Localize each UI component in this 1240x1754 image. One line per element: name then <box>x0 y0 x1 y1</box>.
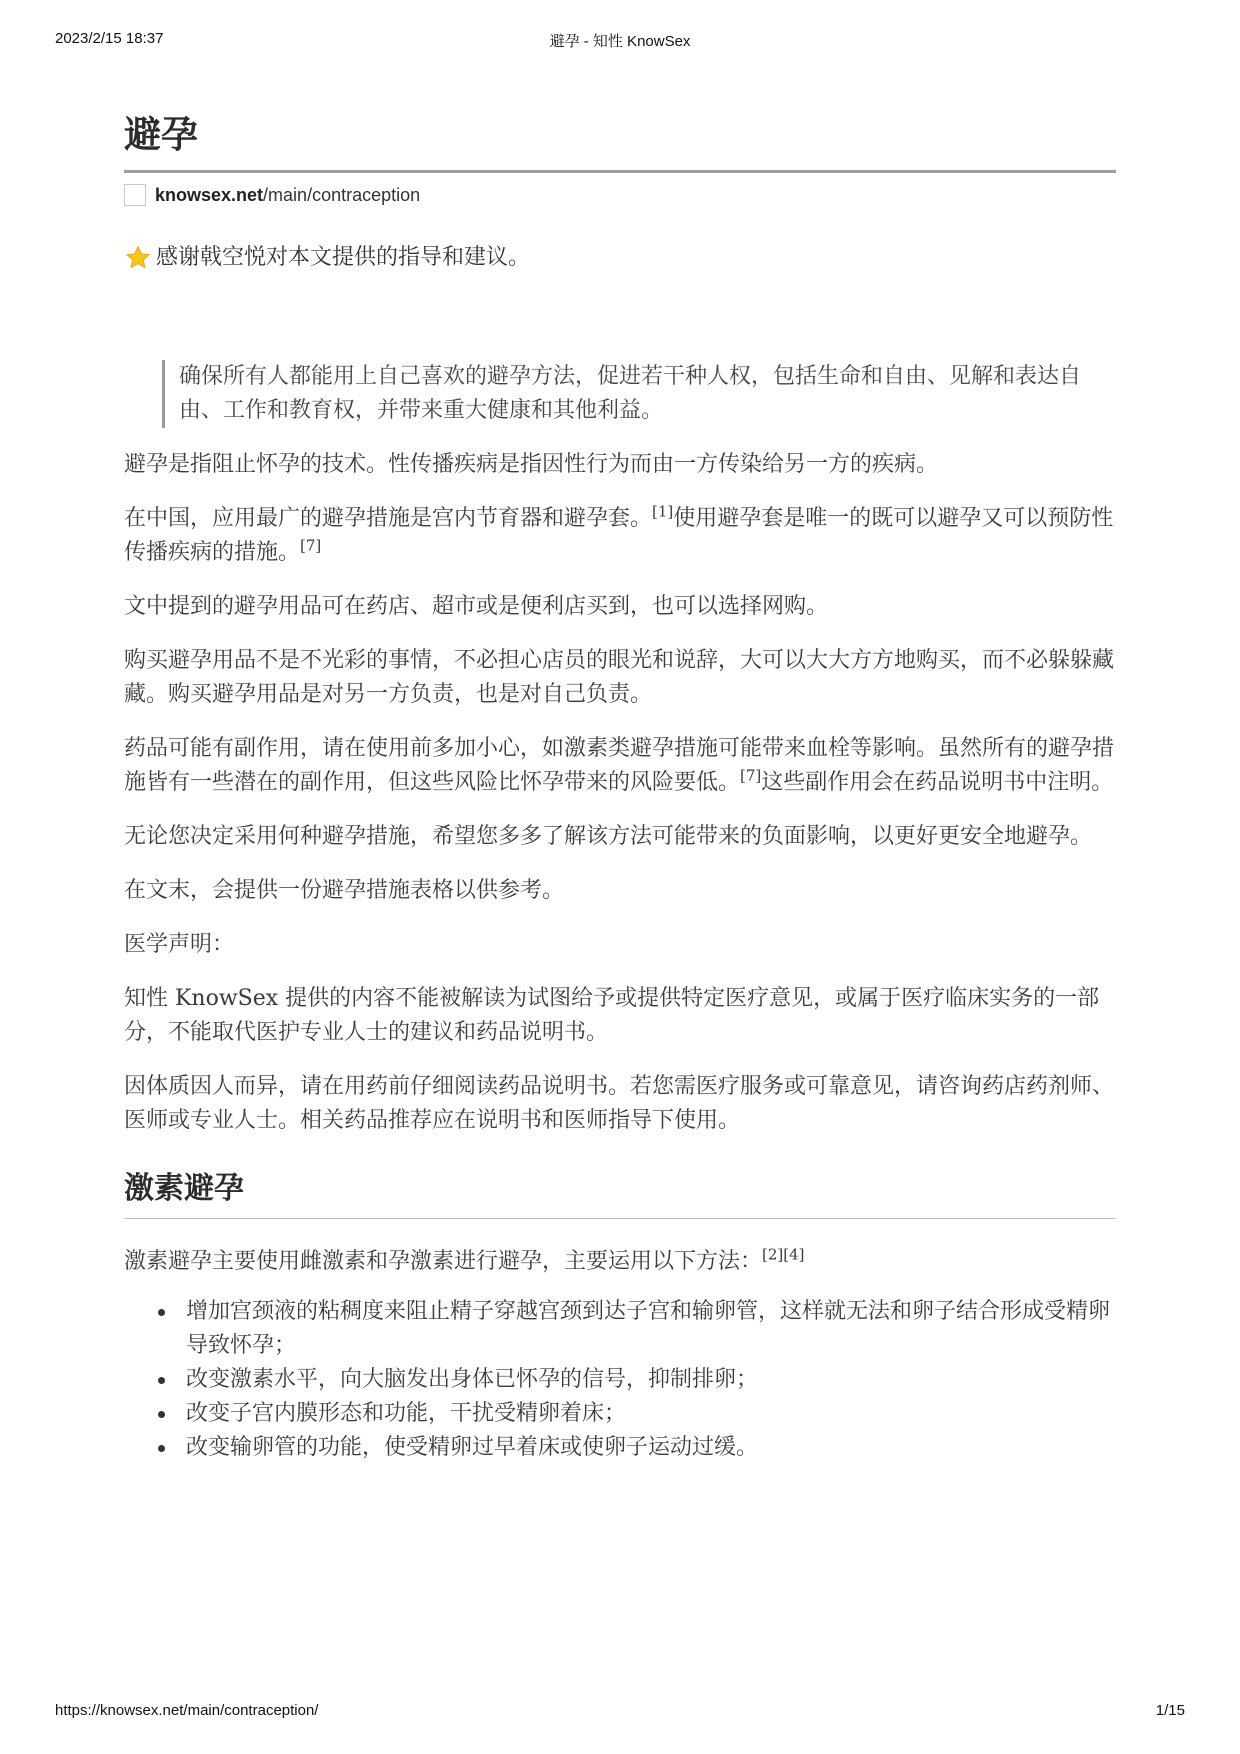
favicon-placeholder-icon <box>124 184 146 206</box>
paragraph-table-note: 在文末，会提供一份避孕措施表格以供参考。 <box>124 878 565 903</box>
list-item: 改变激素水平，向大脑发出身体已怀孕的信号，抑制排卵； <box>186 1363 1116 1397</box>
paragraph-where-to-buy: 文中提到的避孕用品可在药店、超市或是便利店买到，也可以选择网购。 <box>124 594 829 619</box>
paragraph-text: 这些副作用会在药品说明书中注明。 <box>761 770 1114 795</box>
print-header <box>55 30 1185 50</box>
print-footer <box>55 1702 1185 1722</box>
paragraph-text: 药品可能有副作用，请在使用前多加小心，如激素类避孕措施可能带来血栓等影响。虽然所有的避孕措施皆有一些潜在的副作用，但这些风险比怀孕带来的风险要低。 <box>124 736 1115 795</box>
hormonal-methods-list <box>124 1295 1116 1465</box>
article <box>124 110 1116 1465</box>
paragraph-text: 激素避孕主要使用雌激素和孕激素进行避孕，主要运用以下方法： <box>124 1249 763 1274</box>
paragraph-advice: 无论您决定采用何种避孕措施，希望您多多了解该方法可能带来的负面影响，以更好更安全地避孕。 <box>124 824 1093 849</box>
list-item: 增加宫颈液的粘稠度来阻止精子穿越宫颈到达子宫和输卵管，这样就无法和卵子结合形成受精卵导致怀孕； <box>186 1295 1116 1363</box>
print-page-number: 1/15 <box>1155 1702 1185 1719</box>
acknowledgement-text: 感谢戟空悦对本文提供的指导和建议。 <box>156 245 531 270</box>
paragraph-text: 使用避孕套是唯一的既可以避孕又可以预防性传播疾病的措施。 <box>124 506 1114 565</box>
acknowledgement <box>124 242 1116 274</box>
paragraph-text: 在中国，应用最广的避孕措施是宫内节育器和避孕套。 <box>124 506 653 531</box>
blockquote: 确保所有人都能用上自己喜欢的避孕方法，促进若干种人权，包括生命和自由、见解和表达自由、工作和教育权，并带来重大健康和其他利益。 <box>162 360 1116 428</box>
article-title: 避孕 <box>124 110 1116 173</box>
citation-link[interactable]: [2][4] <box>762 1245 805 1264</box>
print-page-title: 避孕 - 知性 KnowSex <box>549 33 691 50</box>
paragraph-side-effects <box>124 732 1116 800</box>
star-icon <box>124 244 152 272</box>
list-item: 改变子宫内膜形态和功能，干扰受精卵着床； <box>186 1397 1116 1431</box>
citation-link[interactable]: [7] <box>300 536 322 555</box>
medical-disclaimer-label: 医学声明： <box>124 932 235 957</box>
section-intro <box>124 1245 1116 1279</box>
medical-disclaimer-text: 知性 KnowSex 提供的内容不能被解读为试图给予或提供特定医疗意见，或属于医疗临床实务的一部分，不能取代医护专业人士的建议和药品说明书。 <box>124 986 1100 1045</box>
citation-link[interactable]: [1] <box>652 502 674 521</box>
paragraph-buying-attitude: 购买避孕用品不是不光彩的事情，不必担心店员的眼光和说辞，大可以大大方方地购买，而不必躲躲藏藏。购买避孕用品是对另一方负责，也是对自己负责。 <box>124 648 1115 707</box>
medical-disclaimer-advice: 因体质因人而异，请在用药前仔细阅读药品说明书。若您需医疗服务或可靠意见，请咨询药店药剂师、医师或专业人士。相关药品推荐应在说明书和医师指导下使用。 <box>124 1074 1115 1133</box>
list-item: 改变输卵管的功能，使受精卵过早着床或使卵子运动过缓。 <box>186 1431 1116 1465</box>
print-url: https://knowsex.net/main/contraception/ <box>55 1702 319 1719</box>
paragraph-common-methods <box>124 502 1116 570</box>
source-link[interactable] <box>124 182 1116 208</box>
source-domain: knowsex.net <box>155 184 264 205</box>
source-path: /main/contraception <box>263 184 421 205</box>
section-heading-hormonal: 激素避孕 <box>124 1168 1116 1219</box>
paragraph-definition: 避孕是指阻止怀孕的技术。性传播疾病是指因性行为而由一方传染给另一方的疾病。 <box>124 452 939 477</box>
citation-link[interactable]: [7] <box>740 766 762 785</box>
print-datetime: 2023/2/15 18:37 <box>55 30 164 47</box>
